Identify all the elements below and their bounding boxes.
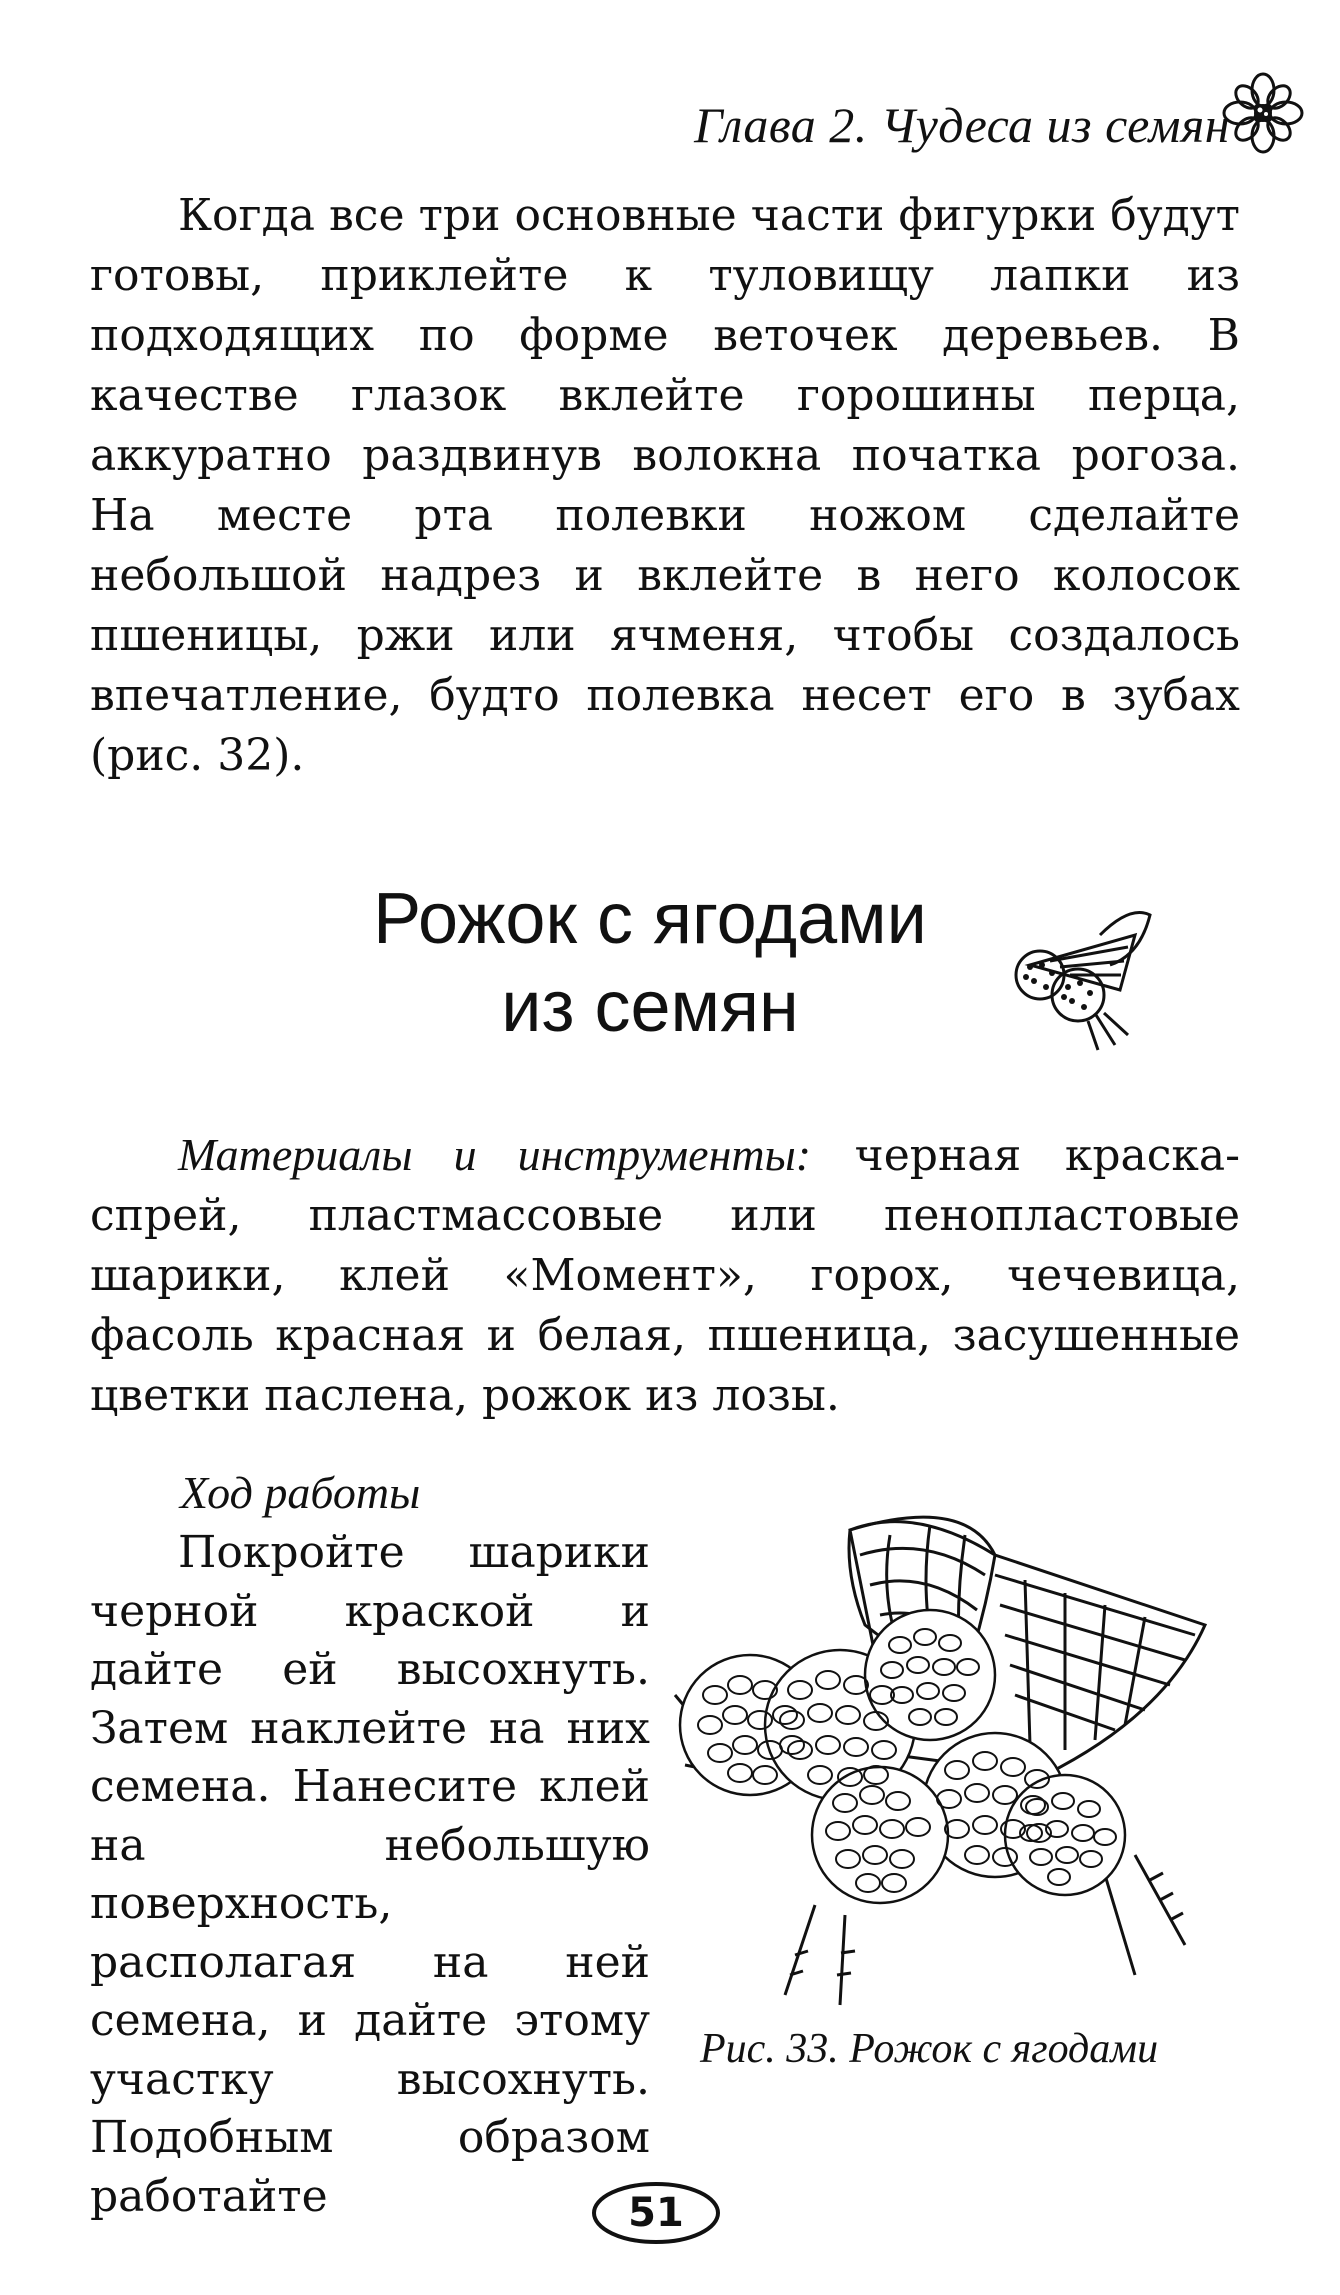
section-title-line-1: Рожок с ягодами [373,879,927,959]
materials-paragraph [90,1125,1240,1426]
section-title-line-2: из семян [501,967,799,1047]
section-title [280,875,1020,1051]
steps-heading: Ход работы [180,1467,421,1518]
materials-label: Материалы и инструменты: [178,1129,812,1180]
intro-paragraph: Когда все три основные части фигурки будут готовы, приклейте к туловищу лапки из подходящих по форме веточек деревьев. В качестве глазок вклейте горошины перца, аккуратно раздвинув волокна початка рогоза. На месте рта полевки ножом сделайте небольшой надрез и вклейте в него колосок пшеницы, ржи или ячменя, чтобы создалось впечатление, будто полевка несет его в зубах (рис. 32). [90,190,1240,781]
horn-with-berries-illustration [665,1475,1235,2020]
flower-icon [1220,70,1306,156]
figure-caption: Рис. 33. Рожок с ягодами [700,2026,1159,2072]
steps-paragraph: Покройте шарики черной краской и дайте ей высохнуть. Затем наклейте на них семена. Нанесите клей на небольшую поверхность, располагая на ней семена, и дайте этому участку высохнуть. Подобным образом работайте [90,1527,650,2222]
page-number [590,2180,722,2246]
berry-cone-icon [1000,895,1160,1055]
page-number-text: 51 [628,2190,684,2236]
chapter-header: Глава 2. Чудеса из семян [694,97,1230,153]
materials-text: черная краска-спрей, пластмассовые или пенопластовые шарики, клей «Момент», горох, чечевица, фасоль красная и белая, пшеница, засушенные цветки паслена, рожок из лозы. [90,1130,1240,1421]
